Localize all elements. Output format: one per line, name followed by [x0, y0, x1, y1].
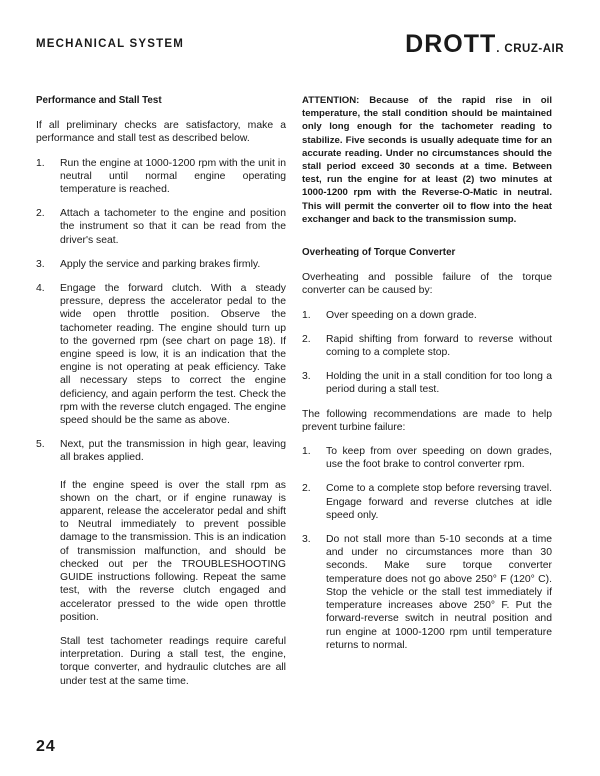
cause-text: Holding the unit in a stall condition for too long a period during a stall test. — [326, 371, 552, 396]
step-text: Engage the forward clutch. With a steady pressure, depress the accelerator pedal to the wide open throttle position. Observe the tachometer reading. The engine should turn up to the governed rpm (see chart on page 18). If engine speed is low, it is an indication that the engine is not operating at peak efficiency. Take all necessary steps to correct the engine deficiency, and again perform the test. Check the rpm with the reverse clutch engaged. The engine speed should be the same as above. — [60, 283, 286, 427]
brand-model: CRUZ-AIR — [504, 43, 564, 55]
step-number: 5. — [36, 439, 45, 451]
cause-number: 1. — [302, 309, 311, 321]
step-number: 1. — [36, 157, 45, 169]
performance-test-title: Performance and Stall Test — [36, 95, 162, 106]
test-step — [36, 258, 286, 271]
brand-name: DROTT — [405, 30, 497, 58]
page-number: 24 — [36, 738, 56, 755]
recommendation — [302, 482, 552, 522]
overheat-cause — [302, 333, 552, 359]
recommendation-number: 2. — [302, 483, 311, 495]
cause-number: 3. — [302, 371, 311, 383]
step-number: 2. — [36, 208, 45, 220]
step-text: Attach a tachometer to the engine and position the instrument so that it can be read from the driver's seat. — [60, 208, 286, 246]
recommendation — [302, 533, 552, 652]
step-text: Run the engine at 1000-1200 rpm with the unit in neutral until normal engine operating temperature is reached. — [60, 157, 286, 196]
recommendation-number: 1. — [302, 446, 311, 458]
recommendation-text: Do not stall more than 5-10 seconds at a time and under no circumstances more than 30 seconds. Make sure torque converter temperature does not go above 250° F (120° C). Stop the vehicle or the stall test immediately if temperature increases above 250° F. Put the forward-reverse switch in neutral position and run engine at 1000-1200 rpm until temperature returns to normal. — [326, 534, 552, 651]
step-text: Apply the service and parking brakes firmly. — [60, 258, 261, 270]
test-step — [36, 207, 286, 247]
test-step — [36, 282, 286, 427]
overheat-cause — [302, 309, 552, 322]
step-text: Next, put the transmission in high gear, leaving all brakes applied. — [60, 439, 286, 464]
cause-text: Rapid shifting from forward to reverse without coming to a complete stop. — [326, 333, 552, 359]
test-step — [36, 157, 286, 197]
recommendation-number: 3. — [302, 534, 311, 546]
recommendations-intro: The following recommendations are made to help prevent turbine failure: — [302, 408, 552, 433]
performance-test-intro: If all preliminary checks are satisfactory, make a performance and stall test as described below. — [36, 120, 286, 145]
step-number: 3. — [36, 258, 45, 270]
left-column — [36, 94, 286, 699]
recommendation — [302, 445, 552, 471]
attention-notice: ATTENTION: Because of the rapid rise in oil temperature, the stall condition should be maintained only long enough for the tachometer reading to stabilize. Five seconds is usually adequate time for an accurate reading. Under no circumstances should the stall period exceed 30 seconds at a time. Between test, run the engine for at least (2) two minutes at 1000-1200 rpm with the Reverse-O-Matic in neutral. This will permit the converter oil to flow into the heat exchanger and back to the transmission sump. — [302, 95, 552, 225]
overheat-cause — [302, 370, 552, 396]
runaway-paragraph: If the engine speed is over the stall rpm as shown on the chart, or if engine runaway is apparent, release the accelerator pedal and shift to Neutral immediately to prevent possible damage to the transmission. This is an indication of transmission malfunction, and should be checked out per the TROUBLESHOOTING GUIDE instructions following. Repeat the same test, with the reverse clutch engaged and accelerator pressed to the wide open throttle position. — [60, 479, 286, 623]
recommendation-text: Come to a complete stop before reversing travel. Engage forward and reverse clutches at idle speed only. — [326, 483, 552, 521]
test-step — [36, 438, 286, 464]
brand-mark: . — [496, 43, 500, 55]
recommendation-text: To keep from over speeding on down grades, use the foot brake to control converter rpm. — [326, 446, 552, 471]
step-number: 4. — [36, 283, 45, 295]
overheating-intro: Overheating and possible failure of the torque converter can be caused by: — [302, 272, 552, 297]
cause-number: 2. — [302, 333, 311, 345]
stall-interpretation-paragraph: Stall test tachometer readings require careful interpretation. During a stall test, the engine, torque converter, and hydraulic clutches are all under test at the same time. — [60, 635, 286, 687]
brand-logo — [405, 30, 564, 59]
cause-text: Over speeding on a down grade. — [326, 309, 477, 321]
right-column — [302, 94, 552, 663]
section-header: MECHANICAL SYSTEM — [36, 38, 184, 50]
overheating-title: Overheating of Torque Converter — [302, 247, 456, 259]
